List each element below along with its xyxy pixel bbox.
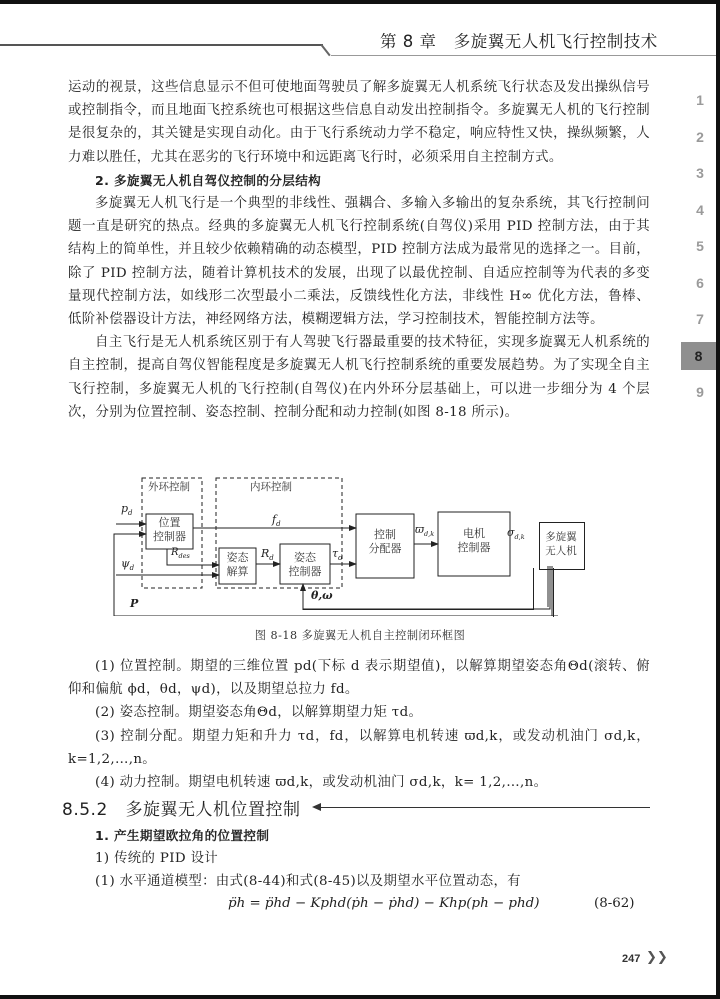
header-rule [0, 44, 323, 46]
signal-symbol: R [261, 547, 270, 560]
paragraph-3: 自主飞行是无人机系统区别于有人驾驶飞行器最重要的技术特征，实现多旋翼无人机系统的自主控制，提高自驾仪智能程度是多旋翼无人机飞行控制系统的重要发展趋势。为了实现全自主飞行控制，多旋翼无人机的飞行控制(自驾仪)在内外环分层基础上，可以进一步细分为 4 个层次，分别为位置控制、姿态控制、控制分配和动力控制(如图 8-18 所示)。 [68, 335, 650, 420]
chapter-tab-9[interactable]: 9 [696, 383, 704, 400]
subsection-1-1-1: (1) 水平通道模型：由式(8-44)和式(8-45)以及期望水平位置动态，有 [95, 874, 521, 890]
subheading-2: 2. 多旋翼无人机自驾仪控制的分层结构 [95, 172, 322, 188]
label-line: 控制 [374, 528, 396, 541]
header-rule-right [331, 55, 716, 56]
label-line: 姿态 [294, 551, 316, 564]
attitude-controller-label [280, 551, 330, 579]
label-line: 姿态 [226, 551, 249, 564]
section-body [68, 824, 650, 894]
label-line: 控制器 [288, 565, 322, 578]
signal-taud [332, 547, 343, 562]
section-heading: 8.5.2 多旋翼无人机位置控制 [62, 800, 301, 820]
signal-symbol: p [121, 502, 129, 515]
chapter-tab-5[interactable]: 5 [696, 238, 704, 254]
motor-controller-label [438, 527, 510, 555]
equation-body: p̈h = p̈hd − Kphd(ṗh − ṗhd) − Khp(ph − phd) [228, 896, 540, 911]
label-line: 分配器 [368, 542, 402, 555]
control-levels-list [68, 655, 650, 794]
signal-fd [272, 513, 281, 528]
label-line: 无人机 [545, 545, 577, 557]
signal-sigma [507, 526, 525, 541]
subsection-1-1: 1) 传统的 PID 设计 [95, 851, 219, 867]
chapter-tab-6[interactable]: 6 [696, 274, 704, 291]
section-rule [318, 807, 650, 808]
signal-omega [415, 523, 434, 538]
attitude-feedback-line [303, 609, 534, 610]
outer-loop-label: 外环控制 [148, 481, 190, 493]
label-line: 控制器 [153, 530, 186, 543]
signal-theta-omega: θ,ω [311, 589, 333, 602]
multirotor-feedback-line [553, 568, 554, 617]
signal-symbol: ψ [121, 557, 130, 570]
attitude-solver-label [219, 551, 256, 579]
figure-caption: 图 8-18 多旋翼无人机自主控制闭环框图 [254, 629, 466, 642]
multirotor-label [537, 530, 585, 558]
chapter-tab-3[interactable]: 3 [696, 165, 704, 181]
signal-symbol: σ [507, 526, 515, 539]
signal-subscript: d [269, 554, 274, 563]
signal-rdes [171, 547, 190, 560]
signal-subscript: d [276, 520, 281, 529]
signal-psid [121, 557, 134, 572]
attitude-feedback-riser [533, 568, 534, 610]
paragraph-1: 运动的视景，这些信息显示不但可使地面驾驶员了解多旋翼无人机系统飞行状态及发出操纵信号或控制指令，而且地面飞控系统也可根据这些信息自动发出控制指令。多旋翼无人机的飞行控制是很复杂的，其关键是实现自动化。由于飞行系统动力学不稳定，响应特性又快，操纵频繁，人力难以胜任，尤其在恶劣的飞行环境中和远距离飞行时，必须采用自主控制方式。 [68, 80, 650, 165]
double-chevron-right-icon: ❯❯ [646, 950, 668, 965]
label-line: 位置 [158, 516, 181, 529]
label-line: 解算 [226, 565, 249, 578]
label-line: 多旋翼 [545, 531, 577, 543]
signal-subscript: d,k [423, 530, 435, 539]
label-line: 控制器 [457, 541, 491, 554]
chapter-tabs [684, 86, 716, 414]
chapter-tab-7[interactable]: 7 [696, 311, 704, 327]
signal-subscript: d [338, 554, 343, 563]
chapter-tab-1[interactable]: 1 [696, 92, 704, 108]
signal-symbol: f [272, 513, 277, 526]
signal-subscript: des [178, 552, 190, 560]
list-item: (3) 控制分配。期望力矩和升力 τd，fd，以解算电机转速 ϖd,k，或发动机油门 σd,k，k=1,2,…,n。 [68, 728, 650, 767]
label-line: 电机 [463, 527, 485, 540]
signal-symbol: ϖ [415, 523, 424, 536]
signal-symbol: τ [332, 547, 339, 560]
chapter-tab-4[interactable]: 4 [696, 201, 704, 218]
chapter-title: 第 8 章 多旋翼无人机飞行控制技术 [380, 32, 658, 51]
signal-pd [121, 502, 133, 517]
signal-symbol: R [171, 547, 179, 558]
list-item: (2) 姿态控制。期望姿态角Θd，以解算期望力矩 τd。 [95, 705, 423, 721]
position-controller-label [146, 516, 193, 544]
chapter-tab-8-active[interactable]: 8 [681, 342, 716, 370]
paragraph-2: 多旋翼无人机飞行是一个典型的非线性、强耦合、多输入多输出的复杂系统，其飞行控制问题一直是研究的热点。经典的多旋翼无人机飞行控制系统(自驾仪)采用 PID 控制方法，由于其结构上的简单性，并且较少依赖精确的动态模型，PID 控制方法成为最常见的选择之一。目前，除了 PID 控制方法，随着计算机技术的发展，出现了以最优控制、自适应控制等为代表的多变量现代控制方法，如线形二次型最小二乘法，反馈线性化方法，非线性 H∞ 优化方法，鲁棒、低阶补偿器设计方法，神经网络方法，模糊逻辑方法，学习控制技术，智能控制方法等。 [68, 196, 650, 328]
body-text-block-1 [68, 76, 650, 424]
inner-loop-label: 内环控制 [250, 481, 292, 493]
page-number: 247 [622, 953, 641, 965]
signal-rd [261, 547, 274, 562]
control-allocator-label [356, 528, 414, 556]
subsection-1: 1. 产生期望欧拉角的位置控制 [95, 828, 270, 843]
signal-subscript: d [129, 564, 135, 573]
equation-number: (8-62) [594, 896, 635, 911]
signal-p-feedback: P [130, 597, 139, 610]
list-item: (4) 动力控制。期望电机转速 ϖd,k，或发动机油门 σd,k，k= 1,2,…,n。 [95, 775, 548, 791]
list-item: (1) 位置控制。期望的三维位置 pd(下标 d 表示期望值)，以解算期望姿态角Θd(滚转、俯仰和偏航 ϕd，θd，ψd)，以及期望总拉力 fd。 [68, 659, 650, 698]
chapter-tab-2[interactable]: 2 [696, 128, 704, 145]
signal-subscript: d,k [514, 533, 525, 542]
signal-subscript: d [128, 509, 133, 518]
